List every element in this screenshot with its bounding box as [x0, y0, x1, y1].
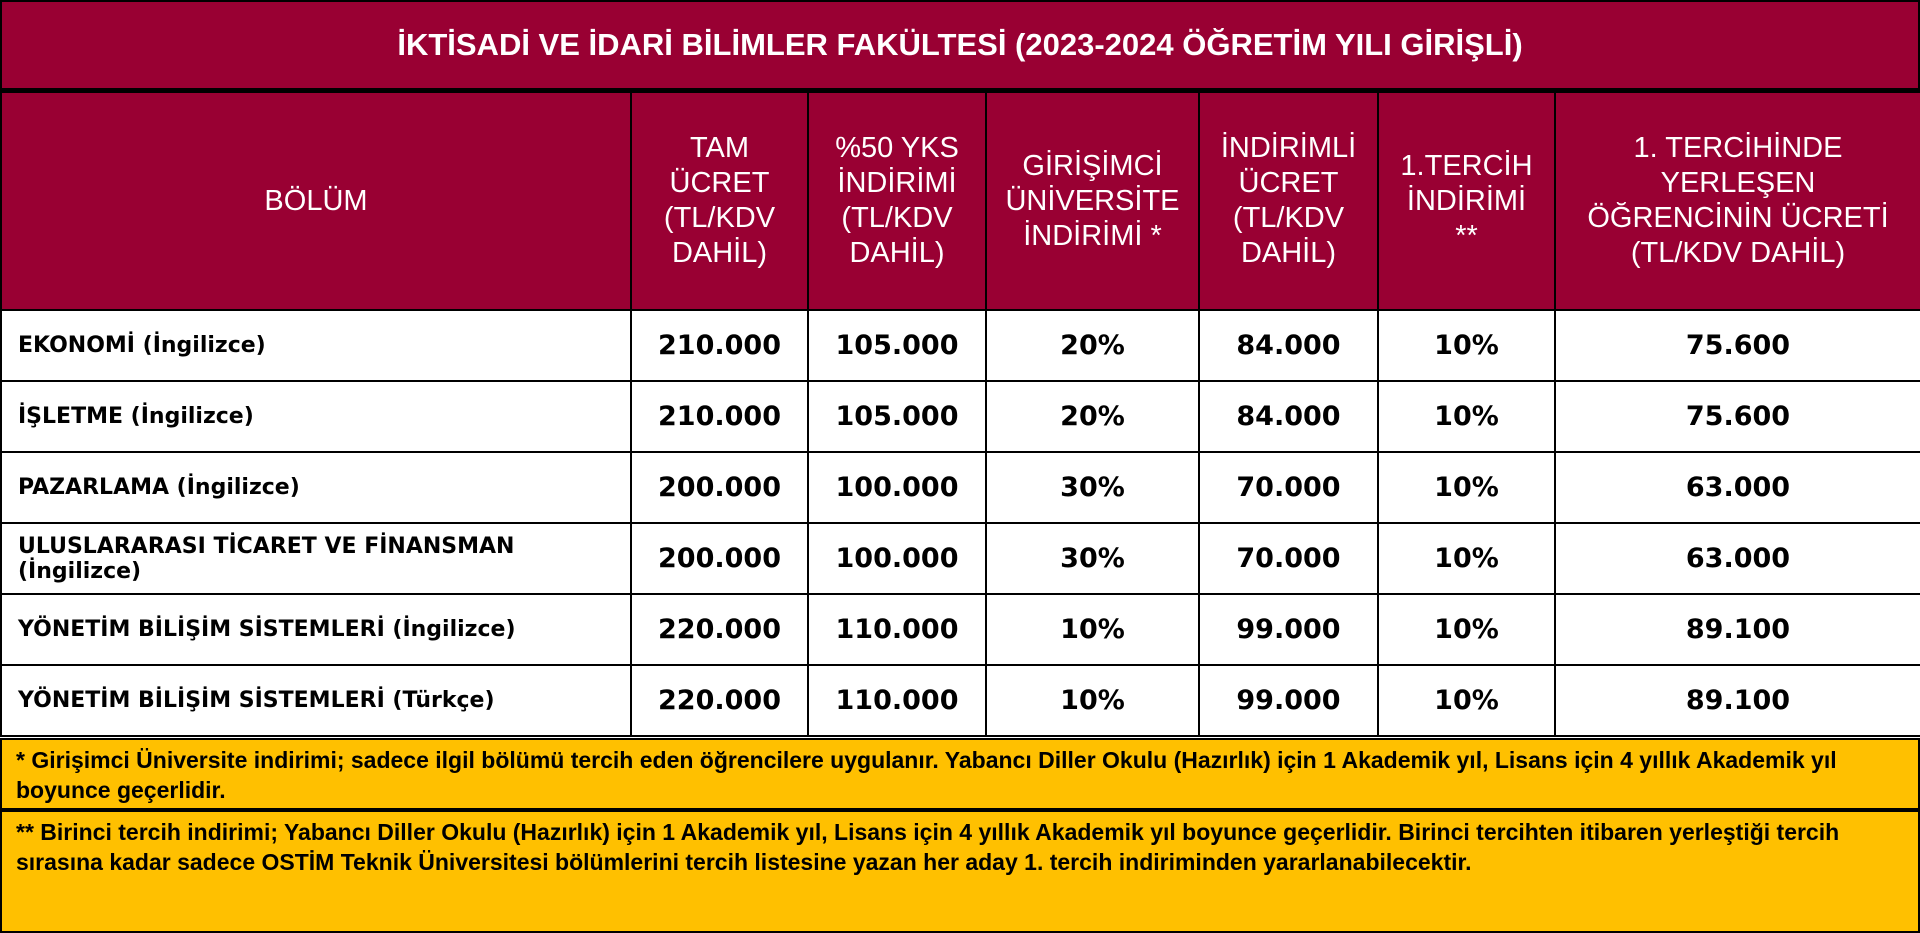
discounted-fee-cell: 70.000 — [1199, 523, 1378, 594]
first-choice-fee-cell: 89.100 — [1555, 665, 1920, 736]
department-name: ULUSLARARASI TİCARET VE FİNANSMAN (İngilizce) — [1, 523, 631, 594]
entrepreneurial-discount-cell: 10% — [986, 594, 1199, 665]
first-choice-discount-cell: 10% — [1378, 452, 1555, 523]
table-row — [1, 594, 1920, 665]
full-fee-cell: 200.000 — [631, 452, 808, 523]
column-header-department: BÖLÜM — [1, 92, 631, 310]
first-choice-discount-cell: 10% — [1378, 594, 1555, 665]
table-row — [1, 665, 1920, 736]
footnote-first-choice-discount: ** Birinci tercih indirimi; Yabancı Diller Okulu (Hazırlık) için 1 Akademik yıl, Lisans için 4 yıllık Akademik yıl boyunce geçerlidir. Birinci tercihten itibaren yerleştiği tercih sırasına kadar sadece OSTİM Teknik Üniversitesi bölümlerini tercih listesine yazan her aday 1. tercih indiriminden yararlanabilecektir. — [0, 810, 1920, 933]
footnote-entrepreneurial-discount: * Girişimci Üniversite indirimi; sadece ilgil bölümü tercih eden öğrencilere uygulanır. Yabancı Diller Okulu (Hazırlık) için 1 Akademik yıl, Lisans için 4 yıllık Akademik yıl boyunce geçerlidir. — [0, 738, 1920, 810]
table-row — [1, 310, 1920, 381]
first-choice-fee-cell: 63.000 — [1555, 452, 1920, 523]
yks-discount-cell: 100.000 — [808, 452, 986, 523]
department-name: YÖNETİM BİLİŞİM SİSTEMLERİ (İngilizce) — [1, 594, 631, 665]
first-choice-fee-cell: 89.100 — [1555, 594, 1920, 665]
yks-discount-cell: 105.000 — [808, 310, 986, 381]
full-fee-cell: 210.000 — [631, 381, 808, 452]
discounted-fee-cell: 84.000 — [1199, 381, 1378, 452]
first-choice-fee-cell: 75.600 — [1555, 310, 1920, 381]
first-choice-fee-cell: 75.600 — [1555, 381, 1920, 452]
entrepreneurial-discount-cell: 30% — [986, 523, 1199, 594]
full-fee-cell: 200.000 — [631, 523, 808, 594]
column-header-yks-discount: %50 YKS İNDİRİMİ (TL/KDV DAHİL) — [808, 92, 986, 310]
yks-discount-cell: 100.000 — [808, 523, 986, 594]
entrepreneurial-discount-cell: 30% — [986, 452, 1199, 523]
column-header-full-fee: TAM ÜCRET (TL/KDV DAHİL) — [631, 92, 808, 310]
first-choice-discount-cell: 10% — [1378, 665, 1555, 736]
discounted-fee-cell: 84.000 — [1199, 310, 1378, 381]
column-header-first-choice-fee: 1. TERCİHİNDE YERLEŞEN ÖĞRENCİNİN ÜCRETİ (TL/KDV DAHİL) — [1555, 92, 1920, 310]
table-row — [1, 381, 1920, 452]
discounted-fee-cell: 70.000 — [1199, 452, 1378, 523]
column-header-discounted-fee: İNDİRİMLİ ÜCRET (TL/KDV DAHİL) — [1199, 92, 1378, 310]
first-choice-discount-cell: 10% — [1378, 523, 1555, 594]
full-fee-cell: 220.000 — [631, 665, 808, 736]
yks-discount-cell: 110.000 — [808, 665, 986, 736]
department-name: YÖNETİM BİLİŞİM SİSTEMLERİ (Türkçe) — [1, 665, 631, 736]
fee-table — [0, 91, 1920, 737]
entrepreneurial-discount-cell: 10% — [986, 665, 1199, 736]
department-name: İŞLETME (İngilizce) — [1, 381, 631, 452]
table-row — [1, 452, 1920, 523]
department-name: EKONOMİ (İngilizce) — [1, 310, 631, 381]
first-choice-discount-cell: 10% — [1378, 310, 1555, 381]
page-title: İKTİSADİ VE İDARİ BİLİMLER FAKÜLTESİ (2023-2024 ÖĞRETİM YILI GİRİŞLİ) — [0, 0, 1920, 91]
full-fee-cell: 220.000 — [631, 594, 808, 665]
yks-discount-cell: 110.000 — [808, 594, 986, 665]
yks-discount-cell: 105.000 — [808, 381, 986, 452]
entrepreneurial-discount-cell: 20% — [986, 381, 1199, 452]
department-name: PAZARLAMA (İngilizce) — [1, 452, 631, 523]
header-row — [1, 92, 1920, 310]
table-row — [1, 523, 1920, 594]
discounted-fee-cell: 99.000 — [1199, 665, 1378, 736]
entrepreneurial-discount-cell: 20% — [986, 310, 1199, 381]
full-fee-cell: 210.000 — [631, 310, 808, 381]
first-choice-fee-cell: 63.000 — [1555, 523, 1920, 594]
column-header-first-choice-discount: 1.TERCİH İNDİRİMİ ** — [1378, 92, 1555, 310]
discounted-fee-cell: 99.000 — [1199, 594, 1378, 665]
column-header-entrepreneurial-discount: GİRİŞİMCİ ÜNİVERSİTE İNDİRİMİ * — [986, 92, 1199, 310]
first-choice-discount-cell: 10% — [1378, 381, 1555, 452]
